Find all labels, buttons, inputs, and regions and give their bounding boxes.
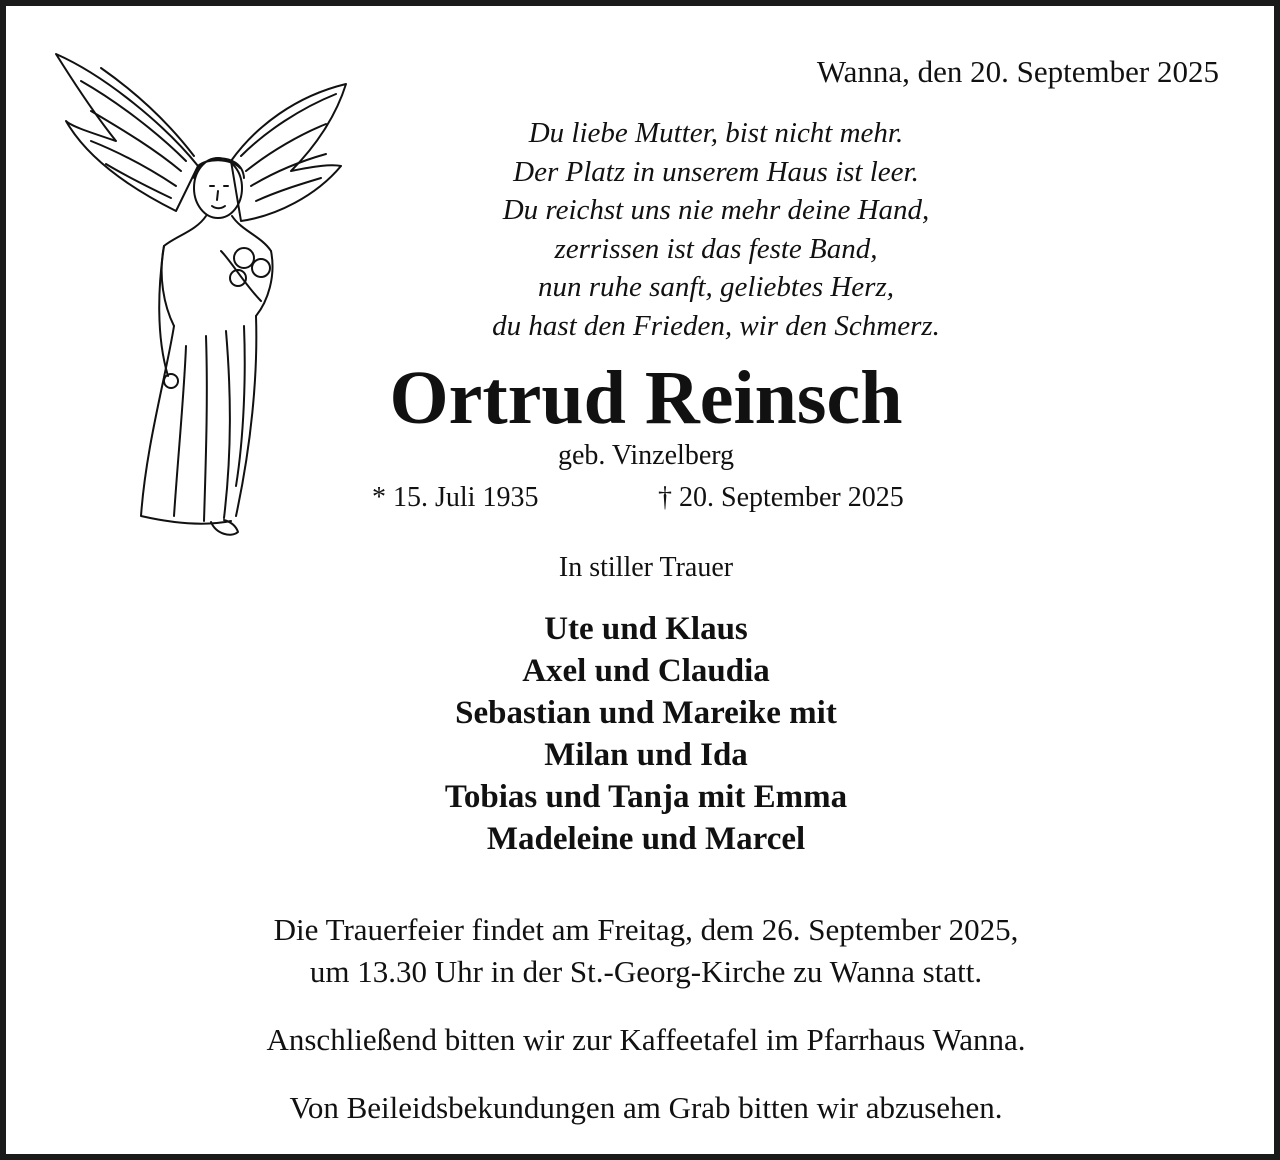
memorial-poem (366, 114, 1066, 345)
mourner-entry: Milan und Ida (544, 737, 748, 773)
condolence-note: Von Beileidsbekundungen am Grab bitten wir abzusehen. (289, 1090, 1003, 1125)
maiden-name: geb. Vinzelberg (557, 440, 735, 471)
place-date: Wanna, den 20. September 2025 (816, 54, 1219, 89)
poem-line: du hast den Frieden, wir den Schmerz. (492, 309, 940, 342)
mourner-entry: Sebastian und Mareike mit (455, 695, 837, 731)
angel-illustration-icon (46, 46, 356, 546)
poem-line: Du liebe Mutter, bist nicht mehr. (528, 117, 904, 149)
service-line: um 13.30 Uhr in der St.-Georg-Kirche zu Wanna statt. (309, 954, 983, 989)
mourner-entry: Tobias und Tanja mit Emma (444, 779, 848, 815)
birth-date: * 15. Juli 1935 (372, 482, 539, 513)
mourner-entry: Madeleine und Marcel (486, 821, 806, 857)
mourner-entry: Axel und Claudia (522, 653, 770, 689)
poem-line: Du reichst uns nie mehr deine Hand, (502, 194, 930, 226)
death-date: † 20. September 2025 (658, 482, 904, 513)
poem-line: zerrissen ist das feste Band, (554, 232, 878, 265)
mourner-entry: Ute und Klaus (544, 611, 748, 647)
mourning-intro: In stiller Trauer (558, 552, 734, 583)
poem-line: Der Platz in unserem Haus ist leer. (513, 155, 919, 188)
service-line: Die Trauerfeier findet am Freitag, dem 26. September 2025, (273, 912, 1019, 947)
coffee-invitation: Anschließend bitten wir zur Kaffeetafel im Pfarrhaus Wanna. (266, 1022, 1026, 1057)
funeral-service-info (196, 909, 1096, 993)
deceased-name: Ortrud Reinsch (389, 356, 903, 440)
mourners-list (296, 608, 996, 860)
poem-line: nun ruhe sanft, geliebtes Herz, (537, 271, 894, 303)
